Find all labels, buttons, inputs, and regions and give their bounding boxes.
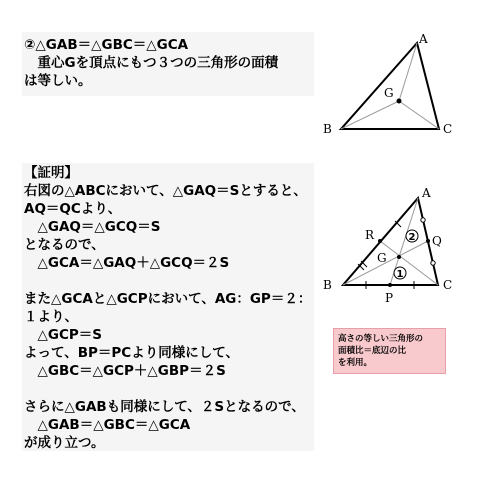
proof-line-1: 【証明】	[24, 165, 78, 181]
proof-line-12: △GBC＝△GCP＋△GBP＝２S	[24, 363, 226, 379]
midpoint-q	[426, 239, 430, 243]
proof-line-6: △GCA＝△GAQ＋△GCQ＝２S	[24, 255, 230, 271]
centroid-label-g-1: G	[384, 86, 394, 100]
vertex-label-a-2: A	[422, 186, 431, 200]
centroid-point-2	[397, 255, 401, 259]
vertex-label-a-1: A	[419, 32, 428, 46]
vertex-label-c-2: C	[443, 278, 453, 292]
proof-line-4: △GAQ＝△GCQ＝S	[24, 219, 161, 235]
statement-line-3: は等しい。	[24, 73, 92, 89]
proof-line-9: １より、	[24, 309, 78, 325]
vertex-label-b-2: B	[323, 278, 332, 292]
triangle-abc-2	[343, 198, 438, 285]
proof-line-2: 右図の△ABCにおいて、△GAQ＝Sとすると、	[24, 183, 307, 199]
note-line-1: 高さの等しい三角形の	[338, 334, 424, 344]
note-line-3: を利用。	[338, 358, 373, 368]
centroid-label-g-2: G	[377, 251, 387, 265]
point-label-p: P	[385, 291, 394, 305]
point-label-q: Q	[432, 234, 442, 248]
proof-line-3: AQ＝QCより、	[24, 201, 122, 217]
mark-aq	[421, 218, 425, 222]
statement-line-1: ②△GAB＝△GBC＝△GCA	[24, 37, 189, 53]
area-label-1: 1	[396, 269, 404, 280]
mark-qc	[431, 261, 435, 265]
statement-line-2: 重心Gを頂点にもつ３つの三角形の面積	[24, 55, 279, 71]
midpoint-p	[388, 283, 392, 287]
proof-line-16: が成り立つ。	[24, 435, 105, 451]
proof-line-11: よって、BP＝PCより同様にして、	[24, 345, 239, 361]
point-label-r: R	[365, 228, 375, 242]
proof-line-10: △GCP＝S	[24, 327, 102, 343]
midpoint-r	[378, 239, 382, 243]
proof-line-8: また△GCAと△GCPにおいて、AG：GP＝２：	[24, 291, 312, 307]
note-line-2: 面積比＝底辺の比	[338, 346, 407, 356]
proof-line-14: さらに△GABも同様にして、２Sとなるので、	[24, 399, 305, 415]
vertex-label-b-1: B	[323, 122, 332, 136]
hint-note	[333, 328, 446, 374]
proof-line-5: となるので、	[24, 237, 105, 253]
area-label-2: 2	[408, 232, 416, 243]
vertex-label-c-1: C	[443, 122, 453, 136]
proof-line-15: △GAB＝△GBC＝△GCA	[24, 417, 191, 433]
